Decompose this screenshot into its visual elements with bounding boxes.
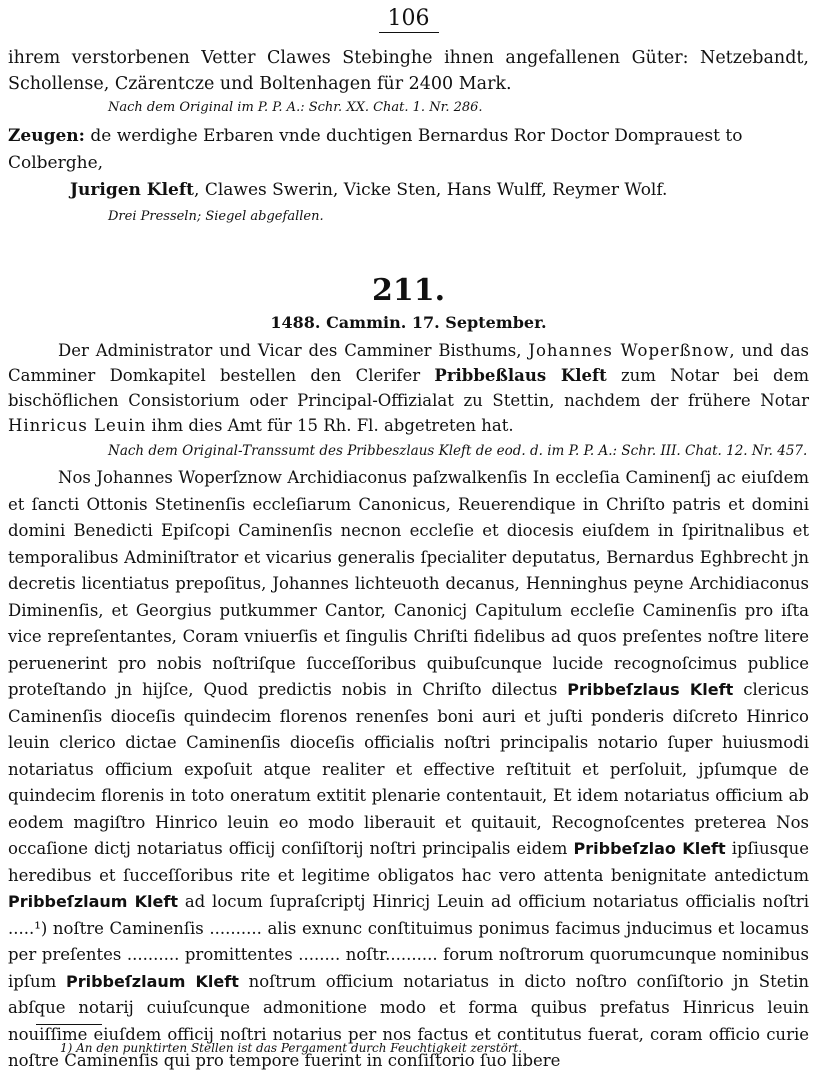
witness-name-kleft: Jurigen Kleft [70,180,195,200]
latin-segment: Nos Johannes Woperſznow Archidiaconus paſzwalkenſis In eccleſia Caminenſj ac eiuſdem et ſancti Ottonis Stetinenſis eccleſiarum Canonicus, Reuerendique in Chriſto patris et domini domini Benedicti Epiſcopi Caminenſis necnon eccleſie et diocesis eiuſdem in ſpiritnalibus et temporalibus Adminiſtrator et vicarius generalis ſpecialiter deputatus, Bernardus Eghbrecht jn decretis licentiatus prepoſitus, Johannes lichteuoth decanus, Henninghus peyne Archidiaconus Diminenſis, et Georgius putkummer Cantor, Canonicj Capitulum eccleſie Caminenſis pro iſta vice repreſentantes, Coram vniuerſis et ſingulis Chriſti fidelibus ad quos preſentes noſtre litere peruenerint pro nobis noſtriſque ſucceſſoribus quibuſcunque lucide recognoſcimus publice proteſtando jn hijſce, Quod predictis nobis in Chriſto dilectus [8,468,809,699]
footnote: 1) An den punktirten Stellen ist das Pergament durch Feuchtigkeit zerstört. [60,1041,523,1055]
regest-part: , und das Camminer Domkapitel bestellen den Clerifer [8,341,810,385]
document-number: 211. [371,273,446,308]
regest-part: Der Administrator und Vicar des Camminer Bisthums, [58,341,529,360]
latin-segment: clericus Caminenſis dioceſis quindecim florenos renenſes boni auri et juſti ponderis diſcreto Hinrico leuin clerico dictae Caminenſis dioceſis officialis noſtri principalis notario ſuper huiusmodi notariatus officium expoſuit atque realiter et effective reſtituit et perſoluit, jpſumque de quindecim florenis in toto oneratum extitit plenarie contentauit, Et idem notariatus officium ab eodem magiſtro Hinrico leuin eo modo liberauit et quitauit, Recognoſcentes preterea Nos occaſione dictj notariatus officij conſiſtorij noſtri principalis eidem [8,680,809,858]
latin-charter-text [8,465,809,1075]
latin-segment: ipſiusque heredibus et ſucceſſoribus rite et legitime obligatos hac vero attenta benignitate antedictum [8,839,809,885]
latin-name-kleft: Pribbeſzlaum Kleft [65,971,239,991]
document-date-line: 1488. Cammin. 17. September. [270,313,547,332]
regest-part: zum Notar bei dem bischöflichen Consistorium oder Principal-Offizialat zu Stettin, nachdem der frühere Notar [8,366,810,410]
latin-name-kleft: Pribbeſzlaum Kleft [8,892,178,911]
witnesses-line-1: de werdighe Erbaren vnde duchtigen Bernardus Ror Doctor Domprauest to Colberghe, [8,126,743,173]
witnesses-line-2 [8,177,809,204]
latin-name-kleft: Pribbeſzlao Kleft [573,839,726,858]
witnesses-paragraph [8,123,809,204]
witnesses-line-2-rest: , Clawes Swerin, Vicke Sten, Hans Wulff, Reymer Wolf. [194,180,668,200]
latin-name-kleft: Pribbeſzlaus Kleft [567,680,734,699]
regest-part: ihm dies Amt für 15 Rh. Fl. abgetreten hat. [146,416,514,435]
latin-segment: noſtrum officium notariatus in dicto noſtro conſiſtorio jn Stetin abſque notarij cuiuſcunque admonitione modo et forma quibus prefatus Hinricus leuin nouiſſime eiuſdem officij noſtri notarius per nos factus et contitutus fuerat, coram officio curie noſtre Caminenſis qui pro tempore fuerint in conſiſtorio ſuo libere [8,971,810,1070]
footnote-divider [36,1024,102,1025]
regest-summary [8,338,809,438]
page-number: 106 [379,6,439,33]
latin-segment: ad locum ſupraſcriptj Hinricj Leuin ad officium notariatus officialis noſtri .....¹) noſtre Caminenſis .......... alis exnunc conſtituimus ponimus facimus jnducimus et locamus per preſentes .......... promittentes ........ noſtr.......... forum noſtrorum quorumcunque nominibus ipſum [8,892,809,991]
seals-note: Drei Presseln; Siegel abgefallen. [108,209,324,224]
witnesses-label: Zeugen: [8,126,85,146]
document-source-note: Nach dem Original-Transsumt des Pribbeszlaus Kleft de eod. d. im P. P. A.: Schr. III. Chat. 12. Nr. 457. [108,443,808,459]
carry-over-paragraph: ihrem verstorbenen Vetter Clawes Stebinghe ihnen angefallenen Güter: Netzebandt, Schollense, Czärentcze und Boltenhagen für 2400 Mark. [8,48,809,94]
regest-name-woperssnow: Johannes Woperßnow [528,341,730,360]
carry-over-source-note: Nach dem Original im P. P. A.: Schr. XX. Chat. 1. Nr. 286. [108,100,483,115]
regest-name-kleft: Pribbeßlaus Kleft [434,366,607,385]
regest-name-leuin: Hinricus Leuin [8,416,147,435]
